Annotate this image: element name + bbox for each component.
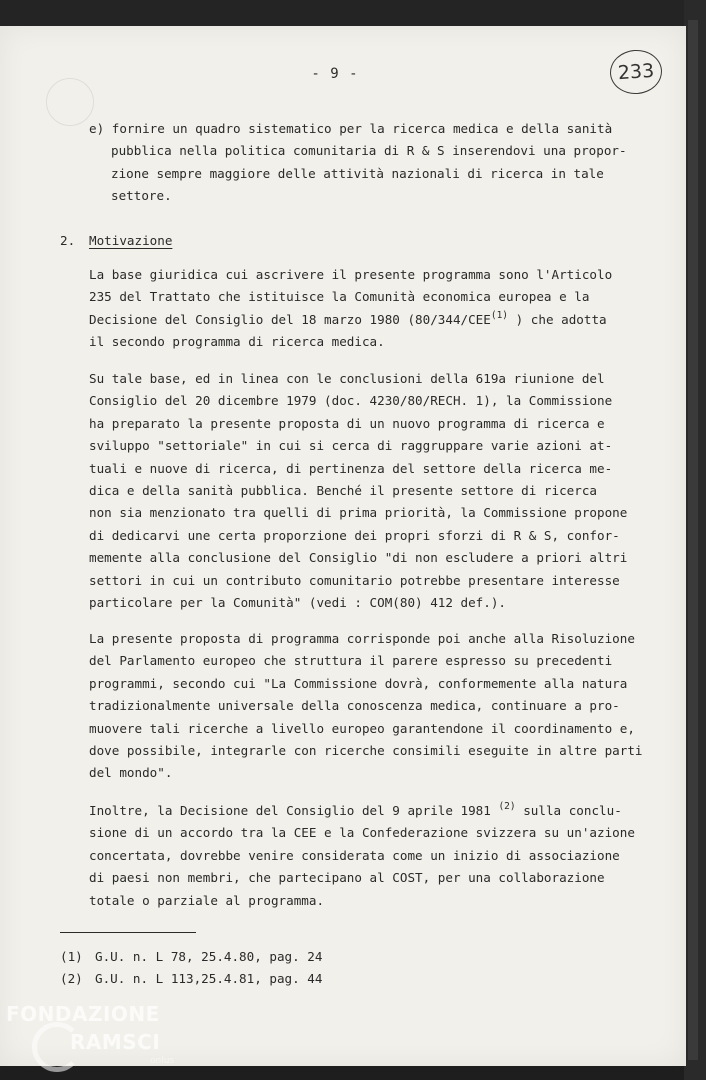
paragraph-line: ha preparato la presente proposta di un nuovo programma di ricerca e xyxy=(89,415,605,431)
document-page xyxy=(0,26,686,1066)
item-e-line: zione sempre maggiore delle attività nazionali di ricerca in tale xyxy=(111,165,604,181)
paragraph-line: Su tale base, ed in linea con le conclusioni della 619a riunione del xyxy=(89,371,605,386)
watermark-text: FONDAZIONE xyxy=(6,1002,160,1026)
paragraph-line xyxy=(89,800,635,822)
scan-border-top xyxy=(0,0,706,26)
paragraph-council-conclusions xyxy=(89,368,627,614)
paragraph-line: tradizionalmente universale della conoscenza medica, continuare a pro- xyxy=(89,698,620,714)
watermark-text: RAMSCI xyxy=(70,1030,161,1054)
section-number: 2. xyxy=(60,233,76,248)
section-heading xyxy=(60,230,172,252)
paragraph-line xyxy=(89,309,612,331)
text-run: ) che adotta xyxy=(515,311,607,327)
paragraph-line: del mondo". xyxy=(89,765,173,781)
watermark-onlus: onlus xyxy=(150,1056,175,1066)
paragraph-line: concertata, dovrebbe venire considerata come un inizio di associazione xyxy=(89,847,620,863)
footnote-item xyxy=(60,968,322,990)
paragraph-line: dica e della sanità pubblica. Benché il presente settore di ricerca xyxy=(89,482,597,498)
footnote-separator xyxy=(60,932,196,933)
paragraph-line: memente alla conclusione del Consiglio "di non escludere a priori altri xyxy=(89,550,628,566)
paragraph-line: La presente proposta di programma corrisponde poi anche alla Risoluzione xyxy=(89,631,635,646)
page-number: - 9 - xyxy=(311,66,359,82)
paragraph-parliament-resolution xyxy=(89,628,643,785)
footnote-text: G.U. n. L 113,25.4.81, pag. 44 xyxy=(95,971,323,987)
item-e-line: e) fornire un quadro sistematico per la ricerca medica e della sanità xyxy=(89,121,613,136)
paragraph-line: particolare per la Comunità" (vedi : COM(80) 412 def.). xyxy=(89,594,507,610)
paragraph-line: 235 del Trattato che istituisce la Comunità economica europea e la xyxy=(89,289,590,305)
footnote-ref: (2) xyxy=(60,971,83,987)
paragraph-line: settori in cui un contributo comunitario potrebbe presentare interesse xyxy=(89,572,620,588)
paragraph-line: sione di un accordo tra la CEE e la Confederazione svizzera su un'azione xyxy=(89,825,635,841)
paragraph-line: del Parlamento europeo che struttura il parere espresso su precedenti xyxy=(89,653,613,669)
footnote-ref-1: (1) xyxy=(490,309,509,321)
faint-stamp-icon xyxy=(46,78,94,126)
footnote-ref-2: (2) xyxy=(498,801,516,812)
paragraph-swiss-agreement xyxy=(89,800,635,912)
paragraph-line: totale o parziale al programma. xyxy=(89,892,325,908)
paragraph-line: non sia menzionato tra quelli di prima priorità, la Commissione propone xyxy=(89,505,628,521)
text-run: sulla conclu- xyxy=(523,803,622,818)
scan-border-right xyxy=(684,0,706,1080)
footnote-item xyxy=(60,946,322,968)
paragraph-line: tuali e nuove di ricerca, di pertinenza del settore della ricerca me- xyxy=(89,460,613,476)
footnotes xyxy=(60,946,322,991)
paragraph-line: programmi, secondo cui "La Commissione dovrà, conformemente alla natura xyxy=(89,675,628,691)
paragraph-line: sviluppo "settoriale" in cui si cerca di raggruppare varie azioni at- xyxy=(89,438,613,454)
footnote-ref: (1) xyxy=(60,949,83,964)
paragraph-line: il secondo programma di ricerca medica. xyxy=(89,334,385,350)
item-e-paragraph xyxy=(89,118,627,208)
item-e-line: settore. xyxy=(111,188,172,204)
paragraph-line: Consiglio del 20 dicembre 1979 (doc. 4230/80/RECH. 1), la Commissione xyxy=(89,393,613,409)
paragraph-line: dove possibile, integrarle con ricerche consimili eseguite in altre parti xyxy=(89,742,643,758)
section-title: Motivazione xyxy=(89,233,173,248)
paragraph-line: di dedicarvi une certa proporzione dei propri sforzi di R & S, confor- xyxy=(89,527,620,543)
item-e-line: pubblica nella politica comunitaria di R & S inserendovi una propor- xyxy=(111,143,627,159)
text-run: Inoltre, la Decisione del Consiglio del 9 aprile 1981 xyxy=(89,803,491,818)
archive-number-handwritten: 233 xyxy=(609,48,664,96)
paragraph-line: La base giuridica cui ascrivere il presente programma sono l'Articolo xyxy=(89,267,613,282)
footnote-text: G.U. n. L 78, 25.4.80, pag. 24 xyxy=(95,949,323,964)
paragraph-line: di paesi non membri, che partecipano al COST, per una collaborazione xyxy=(89,870,605,886)
paragraph-line: muovere tali ricerche a livello europeo garantendone il coordinamento e, xyxy=(89,720,635,736)
text-run: Decisione del Consiglio del 18 marzo 1980 (80/344/CEE xyxy=(89,311,491,327)
fondazione-gramsci-watermark xyxy=(4,1000,204,1080)
paragraph-legal-basis xyxy=(89,264,612,354)
